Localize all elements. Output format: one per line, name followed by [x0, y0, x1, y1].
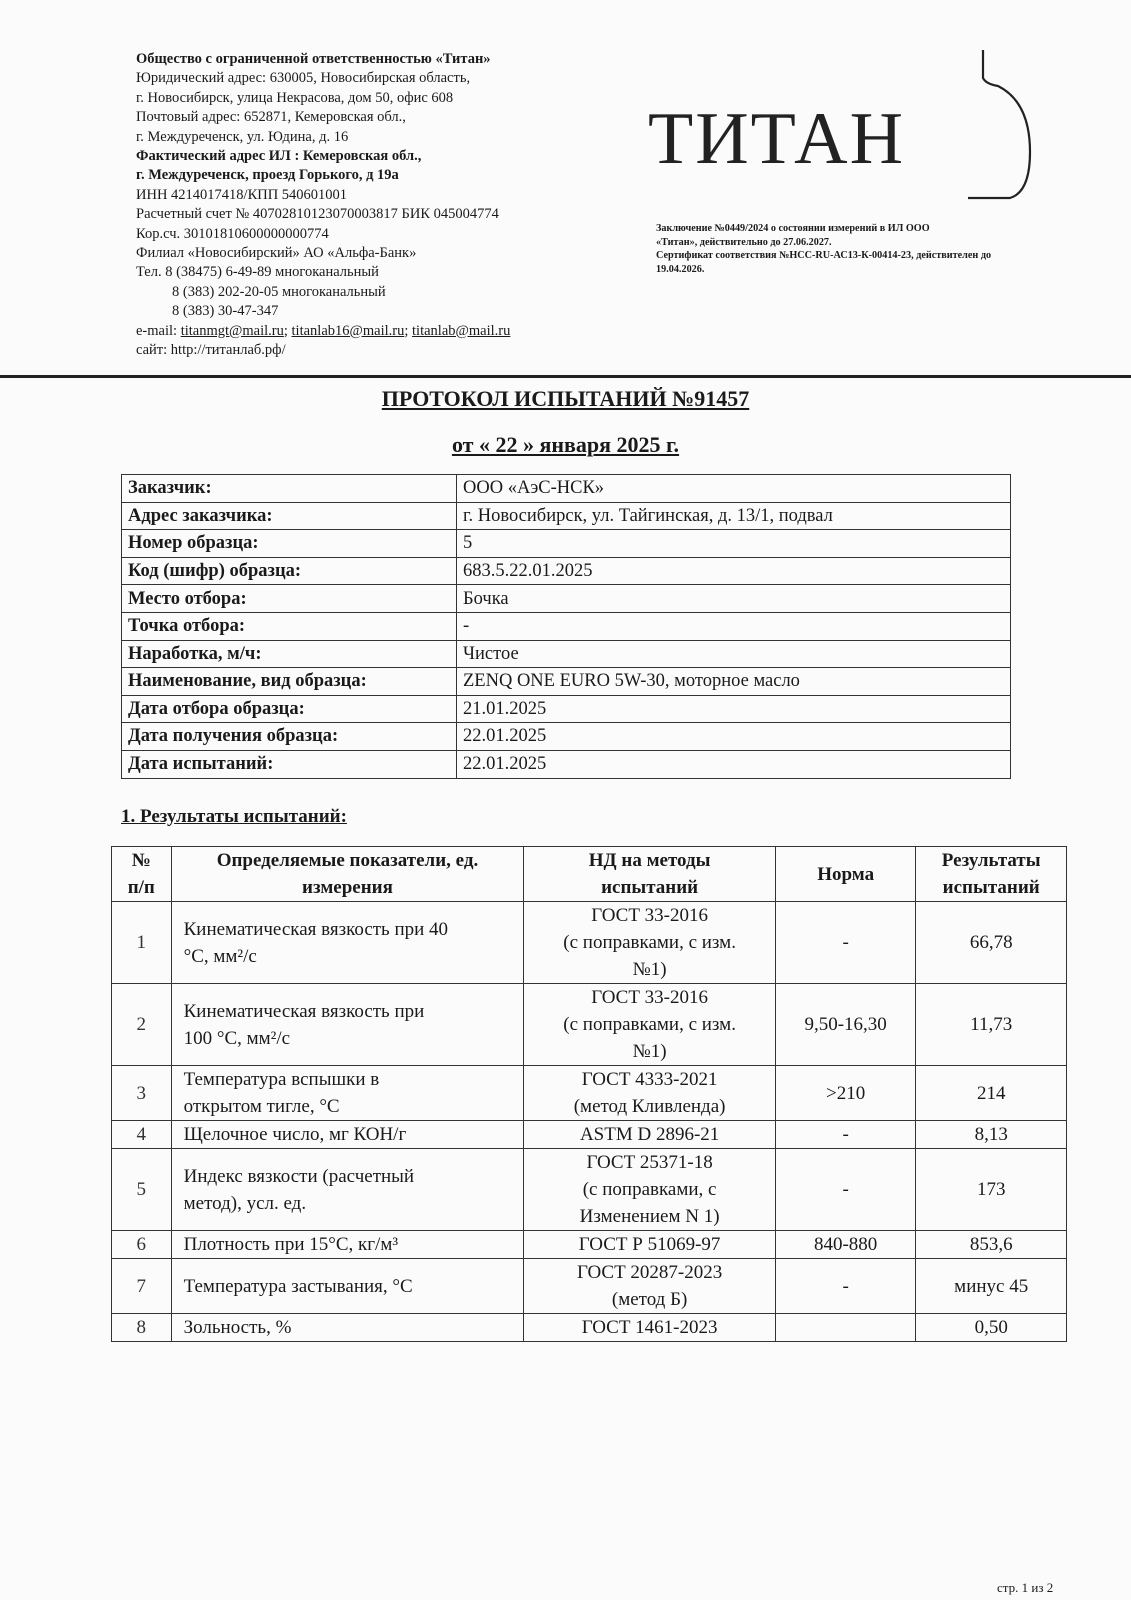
result-row — [112, 1121, 1067, 1149]
row-norm — [775, 1314, 915, 1342]
actual-address-line-2: г. Междуреченск, проезд Горького, д 19а — [136, 167, 399, 184]
info-value: ООО «АэС-НСК» — [457, 475, 1011, 503]
row-indicator: Плотность при 15°С, кг/м³ — [171, 1231, 524, 1259]
row-number: 7 — [112, 1259, 172, 1314]
info-value: - — [457, 612, 1011, 640]
accreditation-note — [656, 222, 1056, 276]
info-row — [122, 640, 1011, 668]
row-method: ГОСТ 4333-2021 (метод Кливленда) — [524, 1066, 776, 1121]
row-norm: >210 — [775, 1066, 915, 1121]
row-number: 5 — [112, 1149, 172, 1231]
row-method: ASTM D 2896-21 — [524, 1121, 776, 1149]
email-link-2[interactable]: titanlab16@mail.ru — [291, 322, 405, 339]
row-result: 853,6 — [916, 1231, 1067, 1259]
info-row — [122, 750, 1011, 778]
info-label: Номер образца: — [122, 530, 457, 558]
info-row — [122, 723, 1011, 751]
row-number: 2 — [112, 984, 172, 1066]
row-result: 0,50 — [916, 1314, 1067, 1342]
postal-address-line-2: г. Междуреченск, ул. Юдина, д. 16 — [136, 128, 349, 145]
info-value: Бочка — [457, 585, 1011, 613]
row-method: ГОСТ 25371-18 (с поправками, с Изменением N 1) — [524, 1149, 776, 1231]
email-link-3[interactable]: titanlab@mail.ru — [412, 322, 511, 339]
cert-line-4: 19.04.2026. — [656, 263, 705, 275]
protocol-title: ПРОТОКОЛ ИСПЫТАНИЙ №91457 — [381, 386, 750, 411]
row-norm: - — [775, 902, 915, 984]
logo-wordmark: ТИТАН — [648, 98, 906, 180]
row-result: 11,73 — [916, 984, 1067, 1066]
email-label: e-mail: — [136, 322, 181, 339]
info-value: 22.01.2025 — [457, 750, 1011, 778]
info-row — [122, 668, 1011, 696]
row-indicator: Кинематическая вязкость при 100 °С, мм²/с — [171, 984, 524, 1066]
bank-name: Филиал «Новосибирский» АО «Альфа-Банк» — [136, 245, 417, 262]
protocol-date: от « 22 » января 2025 г. — [451, 432, 680, 457]
info-row — [122, 502, 1011, 530]
row-indicator: Температура застывания, °С — [171, 1259, 524, 1314]
result-row — [112, 1259, 1067, 1314]
result-row — [112, 984, 1067, 1066]
info-row — [122, 557, 1011, 585]
info-label: Код (шифр) образца: — [122, 557, 457, 585]
info-row — [122, 530, 1011, 558]
correspondent-account: Кор.сч. 30101810600000000774 — [136, 225, 329, 242]
row-norm: - — [775, 1259, 915, 1314]
info-label: Адрес заказчика: — [122, 502, 457, 530]
info-row — [122, 612, 1011, 640]
row-norm: - — [775, 1121, 915, 1149]
col-header-number: № п/п — [112, 847, 172, 902]
titan-logo — [638, 42, 1058, 212]
col-header-method: НД на методы испытаний — [524, 847, 776, 902]
info-label: Заказчик: — [122, 475, 457, 503]
results-table — [111, 846, 1067, 1342]
info-row — [122, 475, 1011, 503]
row-indicator: Зольность, % — [171, 1314, 524, 1342]
page-number: стр. 1 из 2 — [997, 1580, 1054, 1595]
info-value: Чистое — [457, 640, 1011, 668]
website: сайт: http://титанлаб.рф/ — [136, 342, 286, 359]
bank-account: Расчетный счет № 40702810123070003817 БИК 045004774 — [136, 206, 499, 223]
col-header-indicator: Определяемые показатели, ед. измерения — [171, 847, 524, 902]
info-value: 22.01.2025 — [457, 723, 1011, 751]
info-label: Наработка, м/ч: — [122, 640, 457, 668]
phone-3: 8 (383) 30-47-347 — [172, 303, 279, 320]
row-result: 214 — [916, 1066, 1067, 1121]
row-number: 4 — [112, 1121, 172, 1149]
result-row — [112, 1231, 1067, 1259]
info-value: 683.5.22.01.2025 — [457, 557, 1011, 585]
results-header-row — [112, 847, 1067, 902]
row-number: 1 — [112, 902, 172, 984]
row-method: ГОСТ 33-2016 (с поправками, с изм. №1) — [524, 902, 776, 984]
result-row — [112, 1149, 1067, 1231]
info-label: Наименование, вид образца: — [122, 668, 457, 696]
row-result: 66,78 — [916, 902, 1067, 984]
info-row — [122, 695, 1011, 723]
row-indicator: Индекс вязкости (расчетный метод), усл. ед. — [171, 1149, 524, 1231]
email-line: e-mail: titanmgt@mail.ru; titanlab16@mail.ru; titanlab@mail.ru — [136, 322, 511, 339]
phone-2: 8 (383) 202-20-05 многоканальный — [172, 283, 386, 300]
info-label: Место отбора: — [122, 585, 457, 613]
cert-line-1: Заключение №0449/2024 о состоянии измерений в ИЛ ООО — [656, 223, 930, 234]
info-value: 21.01.2025 — [457, 695, 1011, 723]
row-number: 6 — [112, 1231, 172, 1259]
row-method: ГОСТ 33-2016 (с поправками, с изм. №1) — [524, 984, 776, 1066]
inn-kpp: ИНН 4214017418/КПП 540601001 — [136, 186, 348, 203]
email-link-1[interactable]: titanmgt@mail.ru — [180, 322, 284, 339]
cert-line-3: Сертификат соответствия №НСС-RU-АС13-К-00414-23, действителен до — [656, 250, 992, 262]
sample-info-table — [121, 474, 1011, 779]
info-value: 5 — [457, 530, 1011, 558]
info-value: ZENQ ONE EURO 5W-30, моторное масло — [457, 668, 1011, 696]
postal-address-line-1: Почтовый адрес: 652871, Кемеровская обл., — [136, 109, 406, 126]
row-norm: - — [775, 1149, 915, 1231]
row-indicator: Кинематическая вязкость при 40 °С, мм²/с — [171, 902, 524, 984]
result-row — [112, 1066, 1067, 1121]
section-title: 1. Результаты испытаний: — [121, 806, 347, 827]
row-indicator: Щелочное число, мг КОН/г — [171, 1121, 524, 1149]
result-row — [112, 1314, 1067, 1342]
header-divider — [0, 375, 1131, 378]
company-header — [136, 50, 616, 361]
legal-address-line-1: Юридический адрес: 630005, Новосибирская область, — [136, 70, 471, 87]
row-method: ГОСТ Р 51069-97 — [524, 1231, 776, 1259]
row-norm: 840-880 — [775, 1231, 915, 1259]
row-indicator: Температура вспышки в открытом тигле, °С — [171, 1066, 524, 1121]
info-label: Дата испытаний: — [122, 750, 457, 778]
info-label: Дата отбора образца: — [122, 695, 457, 723]
company-name: Общество с ограниченной ответственностью «Титан» — [136, 51, 491, 67]
result-row — [112, 902, 1067, 984]
legal-address-line-2: г. Новосибирск, улица Некрасова, дом 50, офис 608 — [136, 89, 454, 106]
col-header-norm: Норма — [775, 847, 915, 902]
row-number: 8 — [112, 1314, 172, 1342]
row-result: минус 45 — [916, 1259, 1067, 1314]
row-result: 8,13 — [916, 1121, 1067, 1149]
row-method: ГОСТ 20287-2023 (метод Б) — [524, 1259, 776, 1314]
phone-1: Тел. 8 (38475) 6-49-89 многоканальный — [136, 264, 379, 281]
row-result: 173 — [916, 1149, 1067, 1231]
actual-address-line-1: Фактический адрес ИЛ : Кемеровская обл., — [136, 148, 422, 165]
cert-line-2: «Титан», действительно до 27.06.2027. — [656, 236, 832, 248]
info-label: Дата получения образца: — [122, 723, 457, 751]
row-norm: 9,50-16,30 — [775, 984, 915, 1066]
row-number: 3 — [112, 1066, 172, 1121]
col-header-result: Результаты испытаний — [916, 847, 1067, 902]
row-method: ГОСТ 1461-2023 — [524, 1314, 776, 1342]
info-label: Точка отбора: — [122, 612, 457, 640]
info-value: г. Новосибирск, ул. Тайгинская, д. 13/1, подвал — [457, 502, 1011, 530]
info-row — [122, 585, 1011, 613]
